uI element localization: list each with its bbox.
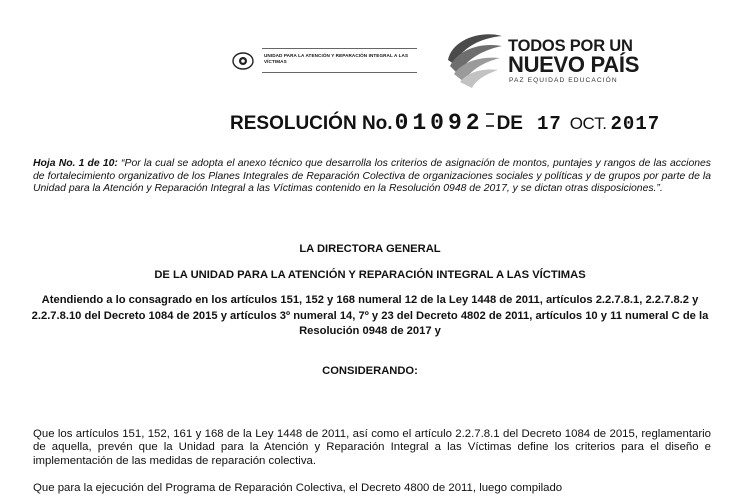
page-number-label: Hoja No. 1 de 10: <box>33 158 118 169</box>
coat-of-arms-icon <box>232 51 254 71</box>
resolution-day: 17 <box>536 113 562 135</box>
considerando-heading: CONSIDERANDO: <box>322 365 418 377</box>
resolution-year: 2017 <box>610 113 661 135</box>
date-prefix: DE <box>496 113 523 134</box>
swoosh-emblem-icon <box>440 30 506 92</box>
slogan-line-1: TODOS POR UN <box>508 37 633 55</box>
resolution-title <box>230 110 660 140</box>
resolution-month: OCT. <box>569 114 607 133</box>
divider <box>262 72 417 73</box>
resolution-number: 01092 <box>394 110 484 136</box>
considerando-paragraph: Que los artículos 151, 152, 161 y 168 de la Ley 1448 de 2011, así como el artículo 2.2.7.8.1 del Decreto 1084 de 2015, reglamentario de aquella, prevén que la Unidad para la Atención y Reparación Integral a las Víctimas define los criterios para el diseño e implementación de las medidas de reparación colectiva. <box>33 428 711 467</box>
slogan-line-2: NUEVO PAÍS <box>508 52 640 77</box>
slogan-line-3: PAZ EQUIDAD EDUCACIÓN <box>509 77 618 84</box>
divider <box>262 48 417 49</box>
government-logo <box>440 30 650 92</box>
considerando-paragraph: Que para la ejecución del Programa de Reparación Colectiva, el Decreto 4800 de 2011, luego compilado <box>33 482 563 494</box>
page-header-paragraph <box>33 158 711 196</box>
stamp-mark <box>486 113 494 127</box>
unit-name: UNIDAD PARA LA ATENCIÓN Y REPARACIÓN INTEGRAL A LAS VÍCTIMAS <box>264 53 409 64</box>
authority-entity: DE LA UNIDAD PARA LA ATENCIÓN Y REPARACIÓN INTEGRAL A LAS VÍCTIMAS <box>154 269 586 281</box>
resolution-label: RESOLUCIÓN No. <box>230 113 393 134</box>
resolution-subject: “Por la cual se adopta el anexo técnico que desarrolla los criterios de asignación de montos, puntajes y rangos de las acciones de fortalecimiento organizativo de los Planes Integrales de Reparación Colectiva de organizaciones sociales y políticas y de grupos por parte de la Unidad para la Atención y Reparación Integral a las Víctimas contenido en la Resolución 0948 de 2017, y se dictan otras disposiciones.”. <box>33 158 711 195</box>
authority-title: LA DIRECTORA GENERAL <box>299 243 441 255</box>
legal-basis: Atendiendo a lo consagrado en los artículos 151, 152 y 168 numeral 12 de la Ley 1448 de 2011, artículos 2.2.7.8.1, 2.2.7.8.2 y 2.2.7.8.10 del Decreto 1084 de 2015 y artículos 3º numeral 14, 7º y 23 del Decreto 4802 de 2011, artículos 10 y 11 numeral C de la Resolución 0948 de 2017 y <box>31 294 709 337</box>
unit-logo <box>232 50 417 74</box>
